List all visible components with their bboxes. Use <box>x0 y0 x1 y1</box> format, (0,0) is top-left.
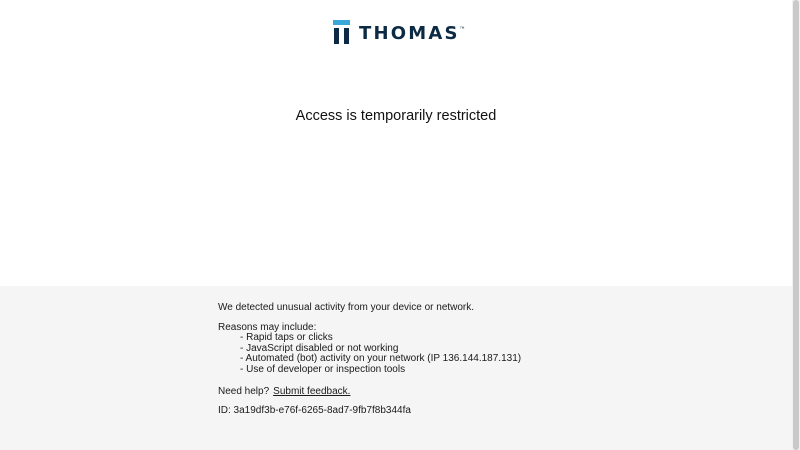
details-content <box>218 303 521 417</box>
detected-message: We detected unusual activity from your device or network. <box>218 302 475 313</box>
help-label: Need help? <box>218 385 270 397</box>
reason-item: - Automated (bot) activity on your network (IP 136.144.187.131) <box>240 353 522 365</box>
help-line <box>218 387 521 398</box>
submit-feedback-link[interactable]: Submit feedback. <box>273 385 351 397</box>
reason-item: - Use of developer or inspection tools <box>240 363 406 375</box>
thomas-logo <box>333 18 465 44</box>
trademark-symbol: ™ <box>459 26 465 32</box>
reasons-title: Reasons may include: <box>218 321 317 333</box>
thomas-logo-icon <box>333 20 350 44</box>
vertical-scrollbar[interactable] <box>792 0 800 450</box>
details-panel <box>0 286 792 450</box>
logo-wordmark: THOMAS <box>359 23 460 44</box>
reasons-list <box>218 333 521 375</box>
page-title: Access is temporarily restricted <box>295 108 497 124</box>
reason-item: - JavaScript disabled or not working <box>240 342 399 354</box>
reason-item: - Rapid taps or clicks <box>240 332 333 344</box>
request-id: ID: 3a19df3b-e76f-6265-8ad7-9fb7f8b344fa <box>218 405 411 417</box>
scrollbar-thumb[interactable] <box>793 0 799 450</box>
